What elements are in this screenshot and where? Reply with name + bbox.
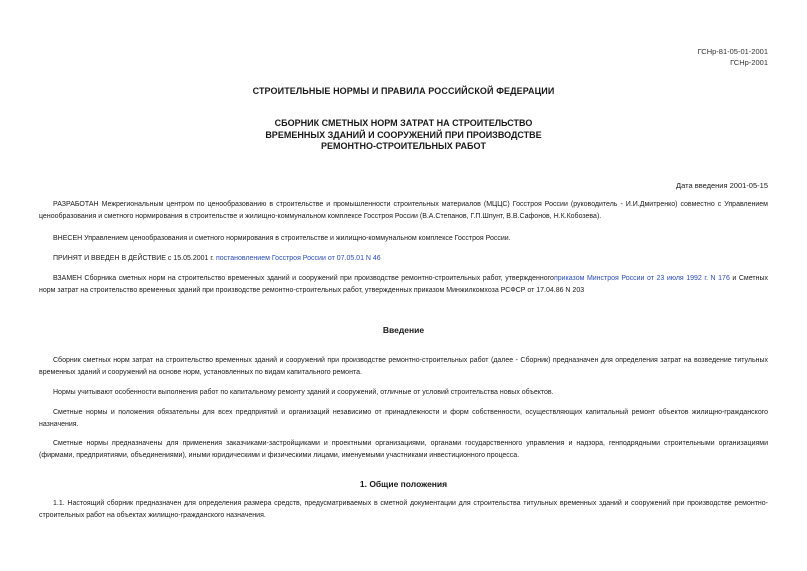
replaces-text-cont: и Сметных норм затрат на строительство временных зданий при производстве ремонтно-строительных работ, утвержденных приказом Минжилкомхоза РСФСР от 17.04.86 N 203 [39,275,768,294]
replaces-paragraph [39,273,768,296]
document-code-short: ГСНр-2001 [730,58,768,67]
section-1-heading: 1. Общие положения [359,479,448,489]
document-codes [698,46,768,68]
sub-title-line: СБОРНИК СМЕТНЫХ НОРМ ЗАТРАТ НА СТРОИТЕЛЬСТВО [274,118,533,128]
adopted-paragraph [39,253,768,265]
main-title: СТРОИТЕЛЬНЫЕ НОРМЫ И ПРАВИЛА РОССИЙСКОЙ ФЕДЕРАЦИИ [252,86,555,96]
effective-date: Дата введения 2001-05-15 [676,181,768,190]
adopted-text: ПРИНЯТ И ВВЕДЕН В ДЕЙСТВИЕ с 15.05.2001 г. [53,255,216,262]
sub-title [0,118,807,153]
replaces-text: ВЗАМЕН Сборника сметных норм на строительство временных зданий и сооружений при производстве ремонтно-строительных работ, утвержденного [53,275,554,282]
intro-paragraph-1: Сборник сметных норм затрат на строительство временных зданий и сооружений при производстве ремонтно-строительных работ (далее - Сборник) предназначен для определения затрат на возведение титульных временных зданий и сооружений на основе норм, установленных по видам капитального ремонта. [39,357,768,376]
document-code: ГСНр-81-05-01-2001 [697,47,768,56]
intro-paragraph-3: Сметные нормы и положения обязательны для всех предприятий и организаций независимо от принадлежности и форм собственности, осуществляющих капитальный ремонт объектов жилищно-гражданского назначения. [39,409,768,428]
sub-title-line: ВРЕМЕННЫХ ЗДАНИЙ И СООРУЖЕНИЙ ПРИ ПРОИЗВОДСТВЕ [265,129,542,140]
intro-paragraph-4: Сметные нормы предназначены для применения заказчиками-застройщиками и проектными организациями, органами государственного управления и надзора, генподрядными строительными организациями (фирмами, предприятиями, объединениями), иными юридическими и физическими лицами, именуемыми участниками инвестиционного процесса. [39,440,768,459]
sub-title-line: РЕМОНТНО-СТРОИТЕЛЬНЫХ РАБОТ [321,141,486,151]
resolution-link[interactable]: постановлением Госстроя России от 07.05.01 N 46 [215,255,381,262]
intro-paragraph-2: Нормы учитывают особенности выполнения работ по капитальному ремонту зданий и сооружений, отличные от условий строительства новых объектов. [53,389,554,396]
order-link[interactable]: приказом Минстроя России от 23 июля 1992 г. N 176 [553,275,730,282]
introduced-by-paragraph: ВНЕСЕН Управлением ценообразования и сметного нормирования в строительстве и жилищно-коммунальном комплексе Госстроя России. [53,235,511,242]
section-1-paragraph-1: 1.1. Настоящий сборник предназначен для определения размера средств, предусматриваемых в сметной документации для строительства титульных временных зданий и сооружений при производстве ремонтно-строительных работ на объектах жилищно-гражданского назначения. [39,500,768,519]
intro-heading: Введение [382,325,425,335]
developed-by-paragraph: РАЗРАБОТАН Межрегиональным центром по ценообразованию в строительстве и промышленности строительных материалов (МЦЦС) Госстроя России (руководитель - И.И.Дмитренко) совместно с Управлением ценообразования и сметного нормирования в строительстве и жилищно-коммунальном комплексе Госстроя России (В.А.Степанов, Г.П.Шпунт, В.В.Сафонов, Н.К.Кобозева). [39,201,768,220]
